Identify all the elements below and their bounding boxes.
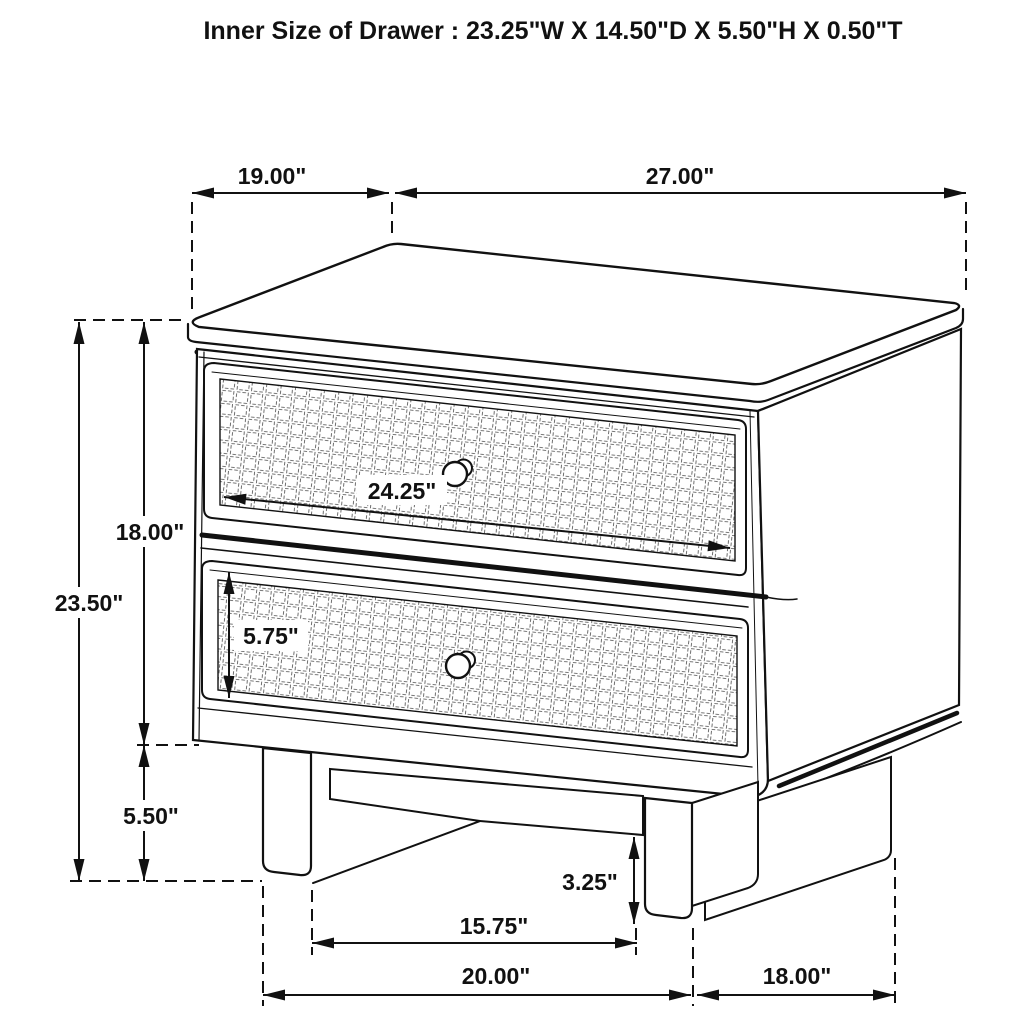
diagram-title: Inner Size of Drawer : 23.25"W X 14.50"D X 5.50"H X 0.50"T [203, 17, 903, 45]
front-right-leg-side-face [692, 782, 758, 906]
arrowhead-left [312, 938, 334, 949]
dim-label-base-outer-width: 20.00" [461, 963, 531, 989]
dimension-leg-height [551, 837, 640, 955]
dim-label-base-depth: 18.00" [762, 963, 832, 989]
arrowhead-right [944, 188, 966, 199]
front-left-leg [263, 748, 311, 875]
dim-label-top-depth: 19.00" [237, 163, 307, 189]
arrowhead-down [139, 859, 150, 881]
dim-label-case-height: 18.00" [115, 519, 185, 545]
dimension-base-clearance [114, 745, 188, 881]
base-cross-stretcher-edge [313, 821, 480, 883]
arrowhead-left [697, 990, 719, 1001]
arrowhead-up [139, 322, 150, 344]
arrowhead-up [629, 837, 640, 859]
arrowhead-up [139, 745, 150, 767]
knob-face [446, 654, 470, 678]
dim-label-drawer-front-width: 24.25" [367, 478, 437, 504]
dimension-case-height [111, 322, 199, 745]
arrowhead-down [629, 902, 640, 924]
arrowhead-right [367, 188, 389, 199]
dim-label-base-clearance: 5.50" [123, 803, 179, 829]
dim-label-base-inner-width: 15.75" [459, 913, 529, 939]
arrowhead-down [139, 723, 150, 745]
arrowhead-right [873, 990, 895, 1001]
dim-label-drawer-front-height: 5.75" [243, 623, 299, 649]
arrowhead-up [74, 322, 85, 344]
front-right-leg [645, 798, 692, 918]
arrowhead-down [74, 859, 85, 881]
dim-label-overall-height: 23.50" [54, 590, 124, 616]
arrowhead-left [395, 188, 417, 199]
arrowhead-left [263, 990, 285, 1001]
case-right-panel [758, 329, 961, 781]
dimension-base-inner-width [312, 890, 637, 955]
arrowhead-left [192, 188, 214, 199]
nightstand-drawing [188, 244, 963, 920]
dim-label-top-width: 27.00" [645, 163, 715, 189]
arrowhead-right [615, 938, 637, 949]
dim-label-leg-height: 3.25" [562, 869, 618, 895]
arrowhead-right [669, 990, 691, 1001]
